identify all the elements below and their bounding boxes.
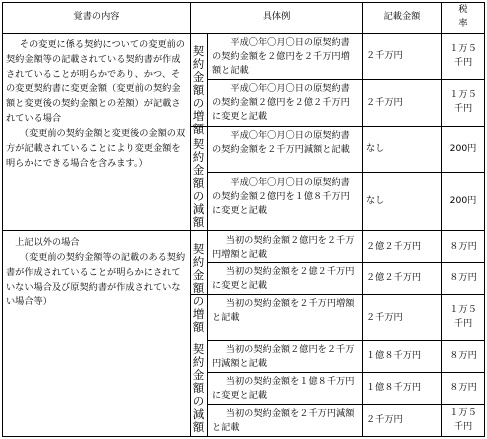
row-line xyxy=(207,262,485,263)
section1-row3-amount: なし xyxy=(366,143,385,154)
section2-row3-example: 当初の契約金額を２千万円増額と記載 xyxy=(212,298,355,323)
section2-row4-tax: ８万円 xyxy=(449,350,477,361)
section1-row2-amount: ２千万円 xyxy=(366,97,403,108)
header-tax-1: 税 xyxy=(458,4,468,15)
section2-row4-amount: １億８千万円 xyxy=(366,350,422,361)
section1-row2-example: 平成〇年〇月〇日の原契約書の契約金額２億円を２億２千万円に変更と記載 xyxy=(212,83,350,122)
row-line xyxy=(207,79,485,80)
section1-row2-tax: １万５千円 xyxy=(449,89,477,114)
header-amount: 記載金額 xyxy=(383,11,421,22)
section1-row1-amount: ２千万円 xyxy=(366,50,403,61)
table-border-top xyxy=(2,2,485,3)
section1-row3-tax: 200円 xyxy=(449,143,477,154)
section1-content-main: その変更に係る契約についての変更前の契約金額等の記載されている契約書が作成されていることが明らかであり、かつ、その変更契約書に変更金額（変更前の契約金額と変更後の契約金額との差額）が記載されている場合 xyxy=(6,39,185,124)
table-border-left xyxy=(2,2,3,437)
table-border-bottom xyxy=(2,436,485,437)
section2-decrease-label: 契約金額の減額 xyxy=(192,342,205,434)
section2-row3-amount: ２千万円 xyxy=(366,312,403,323)
header-example: 具体例 xyxy=(262,11,291,22)
row-line xyxy=(190,294,485,295)
section2-row2-example: 当初の契約金額を２億２千万円に変更と記載 xyxy=(212,266,355,291)
col-divider-content xyxy=(190,2,191,437)
section1-row3-example: 平成〇年〇月〇日の原契約書の契約金額を２千万円減額と記載 xyxy=(212,130,350,155)
section2-row2-tax: ８万円 xyxy=(449,272,477,283)
section1-row4-tax: 200円 xyxy=(449,195,477,206)
section1-row4-example: 平成〇年〇月〇日の原契約書の契約金額２億円を１億８千万円に変更と記載 xyxy=(212,177,350,216)
section2-row1-tax: ８万円 xyxy=(449,241,477,252)
section1-row1-example: 平成〇年〇月〇日の原契約書の契約金額を２億円を２千万円増額と記載 xyxy=(212,37,350,76)
row-line xyxy=(190,126,485,127)
section2-row6-amount: ２千万円 xyxy=(366,414,403,425)
section2-row3-tax: １万５千円 xyxy=(449,304,477,329)
section2-content-note: （変更前の契約金額等の記載のある契約書が作成されていることが明らかにされていない場合及び原契約書が作成されていない場合等） xyxy=(6,252,186,308)
section2-increase-label: 契約金額の増額 xyxy=(192,242,205,334)
section2-row4-example: 当初の契約金額２億円を２千万円減額と記載 xyxy=(212,344,355,369)
row-line xyxy=(207,340,485,341)
section2-row5-tax: ８万円 xyxy=(449,382,477,393)
section-divider xyxy=(2,230,485,231)
section2-row5-amount: １億８千万円 xyxy=(366,382,422,393)
section2-row5-example: 当初の契約金額を１億８千万円に変更と記載 xyxy=(212,376,355,401)
header-content: 覚書の内容 xyxy=(73,11,120,22)
row-line xyxy=(207,404,485,405)
col-divider-category xyxy=(207,33,208,437)
row-line xyxy=(207,172,485,173)
section2-row6-example: 当初の契約金額を２千万円減額と記載 xyxy=(212,408,355,433)
section2-content-main: 上記以外の場合 xyxy=(15,237,80,248)
section2-row1-example: 当初の契約金額２億円を２千万円増額と記載 xyxy=(212,235,355,260)
section1-row4-amount: なし xyxy=(366,195,385,206)
section1-increase-label: 契約金額の増額 xyxy=(192,44,205,136)
section2-row1-amount: ２億２千万円 xyxy=(366,241,422,252)
section1-decrease-label: 契約金額の減額 xyxy=(192,137,205,229)
section1-row1-tax: １万５千円 xyxy=(449,43,477,68)
header-divider xyxy=(2,33,485,34)
section2-row2-amount: ２億２千万円 xyxy=(366,272,422,283)
header-tax-2: 率 xyxy=(458,18,468,29)
row-line xyxy=(207,372,485,373)
section2-row6-tax: １万５千円 xyxy=(449,407,477,432)
section1-content-note: （変更前の契約金額と変更後の金額の双方が記載されていることにより変更金額を明らかにできる場合を含みます。） xyxy=(6,128,186,169)
